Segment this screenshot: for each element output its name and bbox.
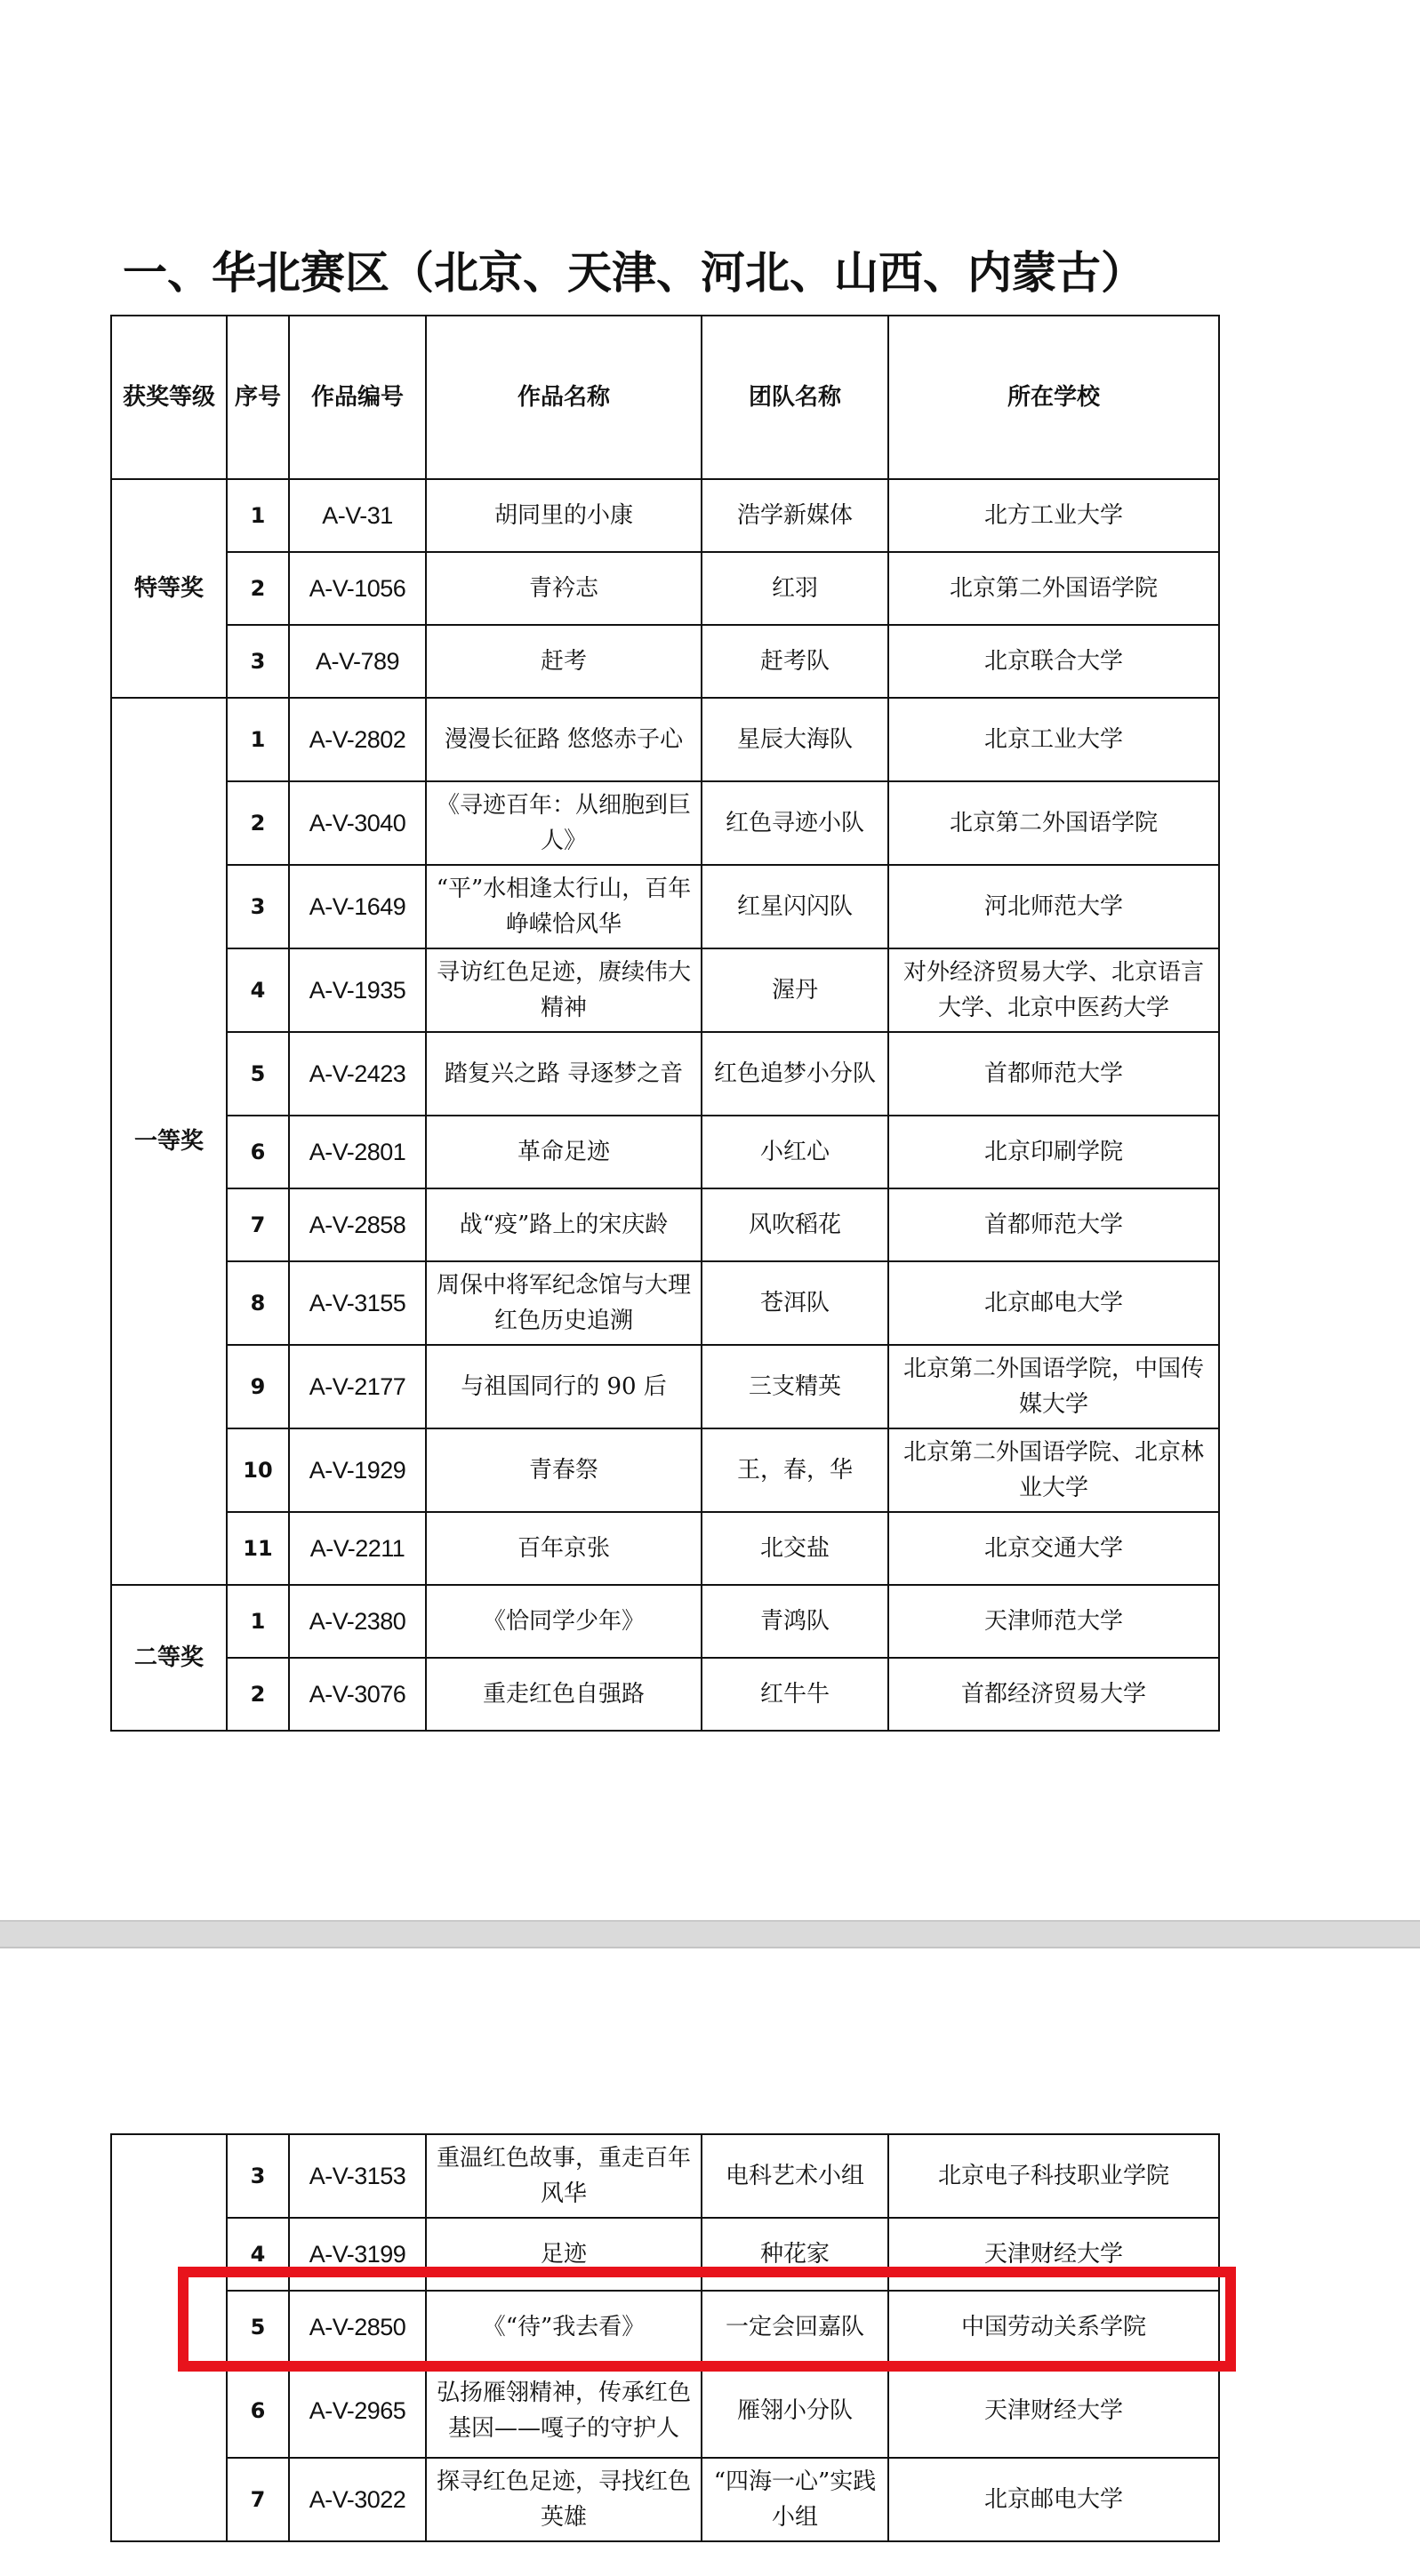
code-cell: A-V-3076 bbox=[289, 1658, 426, 1731]
team-cell: 王，春，华 bbox=[702, 1428, 888, 1512]
grade-cell: 一等奖 bbox=[111, 698, 227, 1585]
school-cell: 天津财经大学 bbox=[888, 2364, 1219, 2458]
seq-cell: 10 bbox=[227, 1428, 289, 1512]
name-cell: 足迹 bbox=[426, 2218, 702, 2291]
table-row bbox=[111, 2458, 1219, 2541]
school-cell: 北京交通大学 bbox=[888, 1512, 1219, 1585]
page-break-gap bbox=[0, 1920, 1420, 1948]
table-row bbox=[111, 1512, 1219, 1585]
school-cell: 首都师范大学 bbox=[888, 1188, 1219, 1261]
school-cell: 河北师范大学 bbox=[888, 865, 1219, 948]
team-cell: “四海一心”实践小组 bbox=[702, 2458, 888, 2541]
team-cell: 红星闪闪队 bbox=[702, 865, 888, 948]
team-cell: 青鸿队 bbox=[702, 1585, 888, 1658]
seq-cell: 11 bbox=[227, 1512, 289, 1585]
school-cell: 北京邮电大学 bbox=[888, 1261, 1219, 1345]
seq-cell: 1 bbox=[227, 479, 289, 552]
code-cell: A-V-3155 bbox=[289, 1261, 426, 1345]
grade-cell: 二等奖 bbox=[111, 1585, 227, 1731]
table-row bbox=[111, 1345, 1219, 1428]
name-cell: 周保中将军纪念馆与大理红色历史追溯 bbox=[426, 1261, 702, 1345]
seq-cell: 1 bbox=[227, 698, 289, 781]
code-cell: A-V-3199 bbox=[289, 2218, 426, 2291]
school-cell: 北京第二外国语学院，中国传媒大学 bbox=[888, 1345, 1219, 1428]
school-cell: 北京电子科技职业学院 bbox=[888, 2134, 1219, 2218]
seq-cell: 2 bbox=[227, 1658, 289, 1731]
table-row bbox=[111, 2364, 1219, 2458]
seq-cell: 2 bbox=[227, 781, 289, 865]
name-cell: 重走红色自强路 bbox=[426, 1658, 702, 1731]
code-cell: A-V-3040 bbox=[289, 781, 426, 865]
code-cell: A-V-2850 bbox=[289, 2291, 426, 2364]
code-cell: A-V-2380 bbox=[289, 1585, 426, 1658]
seq-cell: 6 bbox=[227, 1116, 289, 1188]
table-row bbox=[111, 1188, 1219, 1261]
team-cell: 星辰大海队 bbox=[702, 698, 888, 781]
table-row bbox=[111, 698, 1219, 781]
seq-cell: 3 bbox=[227, 625, 289, 698]
name-cell: 青春祭 bbox=[426, 1428, 702, 1512]
header-school: 所在学校 bbox=[888, 316, 1219, 479]
team-cell: 小红心 bbox=[702, 1116, 888, 1188]
name-cell: 寻访红色足迹，赓续伟大精神 bbox=[426, 948, 702, 1032]
table-row bbox=[111, 781, 1219, 865]
name-cell: 百年京张 bbox=[426, 1512, 702, 1585]
table-row bbox=[111, 479, 1219, 552]
school-cell: 首都师范大学 bbox=[888, 1032, 1219, 1116]
seq-cell: 6 bbox=[227, 2364, 289, 2458]
school-cell: 北京邮电大学 bbox=[888, 2458, 1219, 2541]
name-cell: 赶考 bbox=[426, 625, 702, 698]
seq-cell: 8 bbox=[227, 1261, 289, 1345]
table-row bbox=[111, 865, 1219, 948]
awards-table-page2 bbox=[110, 2133, 1220, 2542]
name-cell: “平”水相逢太行山，百年峥嵘恰风华 bbox=[426, 865, 702, 948]
table-row bbox=[111, 625, 1219, 698]
code-cell: A-V-1935 bbox=[289, 948, 426, 1032]
school-cell: 北京印刷学院 bbox=[888, 1116, 1219, 1188]
school-cell: 首都经济贸易大学 bbox=[888, 1658, 1219, 1731]
seq-cell: 7 bbox=[227, 1188, 289, 1261]
code-cell: A-V-3022 bbox=[289, 2458, 426, 2541]
code-cell: A-V-789 bbox=[289, 625, 426, 698]
seq-cell: 5 bbox=[227, 2291, 289, 2364]
name-cell: 与祖国同行的 90 后 bbox=[426, 1345, 702, 1428]
team-cell: 苍洱队 bbox=[702, 1261, 888, 1345]
seq-cell: 1 bbox=[227, 1585, 289, 1658]
school-cell: 北京第二外国语学院、北京林业大学 bbox=[888, 1428, 1219, 1512]
name-cell: 弘扬雁翎精神，传承红色基因——嘎子的守护人 bbox=[426, 2364, 702, 2458]
table-row bbox=[111, 2291, 1219, 2364]
team-cell: 红羽 bbox=[702, 552, 888, 625]
name-cell: 胡同里的小康 bbox=[426, 479, 702, 552]
section-heading: 一、华北赛区（北京、天津、河北、山西、内蒙古） bbox=[123, 247, 1145, 299]
code-cell: A-V-2423 bbox=[289, 1032, 426, 1116]
team-cell: 风吹稻花 bbox=[702, 1188, 888, 1261]
code-cell: A-V-2858 bbox=[289, 1188, 426, 1261]
name-cell: 《寻迹百年：从细胞到巨人》 bbox=[426, 781, 702, 865]
school-cell: 对外经济贸易大学、北京语言大学、北京中医药大学 bbox=[888, 948, 1219, 1032]
table-row bbox=[111, 2134, 1219, 2218]
awards-table-page1 bbox=[110, 315, 1220, 1732]
code-cell: A-V-2211 bbox=[289, 1512, 426, 1585]
table-row bbox=[111, 552, 1219, 625]
team-cell: 电科艺术小组 bbox=[702, 2134, 888, 2218]
name-cell: 《恰同学少年》 bbox=[426, 1585, 702, 1658]
team-cell: 北交盐 bbox=[702, 1512, 888, 1585]
name-cell: 《“待”我去看》 bbox=[426, 2291, 702, 2364]
team-cell: 浩学新媒体 bbox=[702, 479, 888, 552]
table-row bbox=[111, 1428, 1219, 1512]
code-cell: A-V-2802 bbox=[289, 698, 426, 781]
team-cell: 红色寻迹小队 bbox=[702, 781, 888, 865]
school-cell: 北京第二外国语学院 bbox=[888, 781, 1219, 865]
table-row bbox=[111, 948, 1219, 1032]
page-title bbox=[0, 46, 1420, 117]
name-cell: 重温红色故事，重走百年风华 bbox=[426, 2134, 702, 2218]
school-cell: 北京联合大学 bbox=[888, 625, 1219, 698]
code-cell: A-V-31 bbox=[289, 479, 426, 552]
name-cell: 青衿志 bbox=[426, 552, 702, 625]
header-seq: 序号 bbox=[227, 316, 289, 479]
code-cell: A-V-2177 bbox=[289, 1345, 426, 1428]
school-cell: 北京第二外国语学院 bbox=[888, 552, 1219, 625]
code-cell: A-V-1649 bbox=[289, 865, 426, 948]
name-cell: 战“疫”路上的宋庆龄 bbox=[426, 1188, 702, 1261]
seq-cell: 9 bbox=[227, 1345, 289, 1428]
seq-cell: 2 bbox=[227, 552, 289, 625]
grade-cell-continued bbox=[111, 2134, 227, 2541]
seq-cell: 3 bbox=[227, 2134, 289, 2218]
team-cell: 一定会回嘉队 bbox=[702, 2291, 888, 2364]
header-grade: 获奖等级 bbox=[111, 316, 227, 479]
team-cell: 雁翎小分队 bbox=[702, 2364, 888, 2458]
seq-cell: 4 bbox=[227, 948, 289, 1032]
code-cell: A-V-1056 bbox=[289, 552, 426, 625]
school-cell: 北京工业大学 bbox=[888, 698, 1219, 781]
table-row bbox=[111, 1658, 1219, 1731]
code-cell: A-V-2801 bbox=[289, 1116, 426, 1188]
team-cell: 赶考队 bbox=[702, 625, 888, 698]
code-cell: A-V-1929 bbox=[289, 1428, 426, 1512]
name-cell: 踏复兴之路 寻逐梦之音 bbox=[426, 1032, 702, 1116]
name-cell: 漫漫长征路 悠悠赤子心 bbox=[426, 698, 702, 781]
seq-cell: 5 bbox=[227, 1032, 289, 1116]
school-cell: 中国劳动关系学院 bbox=[888, 2291, 1219, 2364]
team-cell: 渥丹 bbox=[702, 948, 888, 1032]
team-cell: 红色追梦小分队 bbox=[702, 1032, 888, 1116]
school-cell: 北方工业大学 bbox=[888, 479, 1219, 552]
school-cell: 天津师范大学 bbox=[888, 1585, 1219, 1658]
seq-cell: 7 bbox=[227, 2458, 289, 2541]
code-cell: A-V-3153 bbox=[289, 2134, 426, 2218]
name-cell: 革命足迹 bbox=[426, 1116, 702, 1188]
header-code: 作品编号 bbox=[289, 316, 426, 479]
table-row bbox=[111, 1116, 1219, 1188]
table-row bbox=[111, 1032, 1219, 1116]
table-row bbox=[111, 1261, 1219, 1345]
table-row bbox=[111, 1585, 1219, 1658]
team-cell: 种花家 bbox=[702, 2218, 888, 2291]
grade-cell: 特等奖 bbox=[111, 479, 227, 698]
team-cell: 红牛牛 bbox=[702, 1658, 888, 1731]
team-cell: 三支精英 bbox=[702, 1345, 888, 1428]
table-header-row bbox=[111, 316, 1219, 479]
header-name: 作品名称 bbox=[426, 316, 702, 479]
seq-cell: 3 bbox=[227, 865, 289, 948]
code-cell: A-V-2965 bbox=[289, 2364, 426, 2458]
seq-cell: 4 bbox=[227, 2218, 289, 2291]
header-team: 团队名称 bbox=[702, 316, 888, 479]
name-cell: 探寻红色足迹，寻找红色英雄 bbox=[426, 2458, 702, 2541]
table-row bbox=[111, 2218, 1219, 2291]
school-cell: 天津财经大学 bbox=[888, 2218, 1219, 2291]
